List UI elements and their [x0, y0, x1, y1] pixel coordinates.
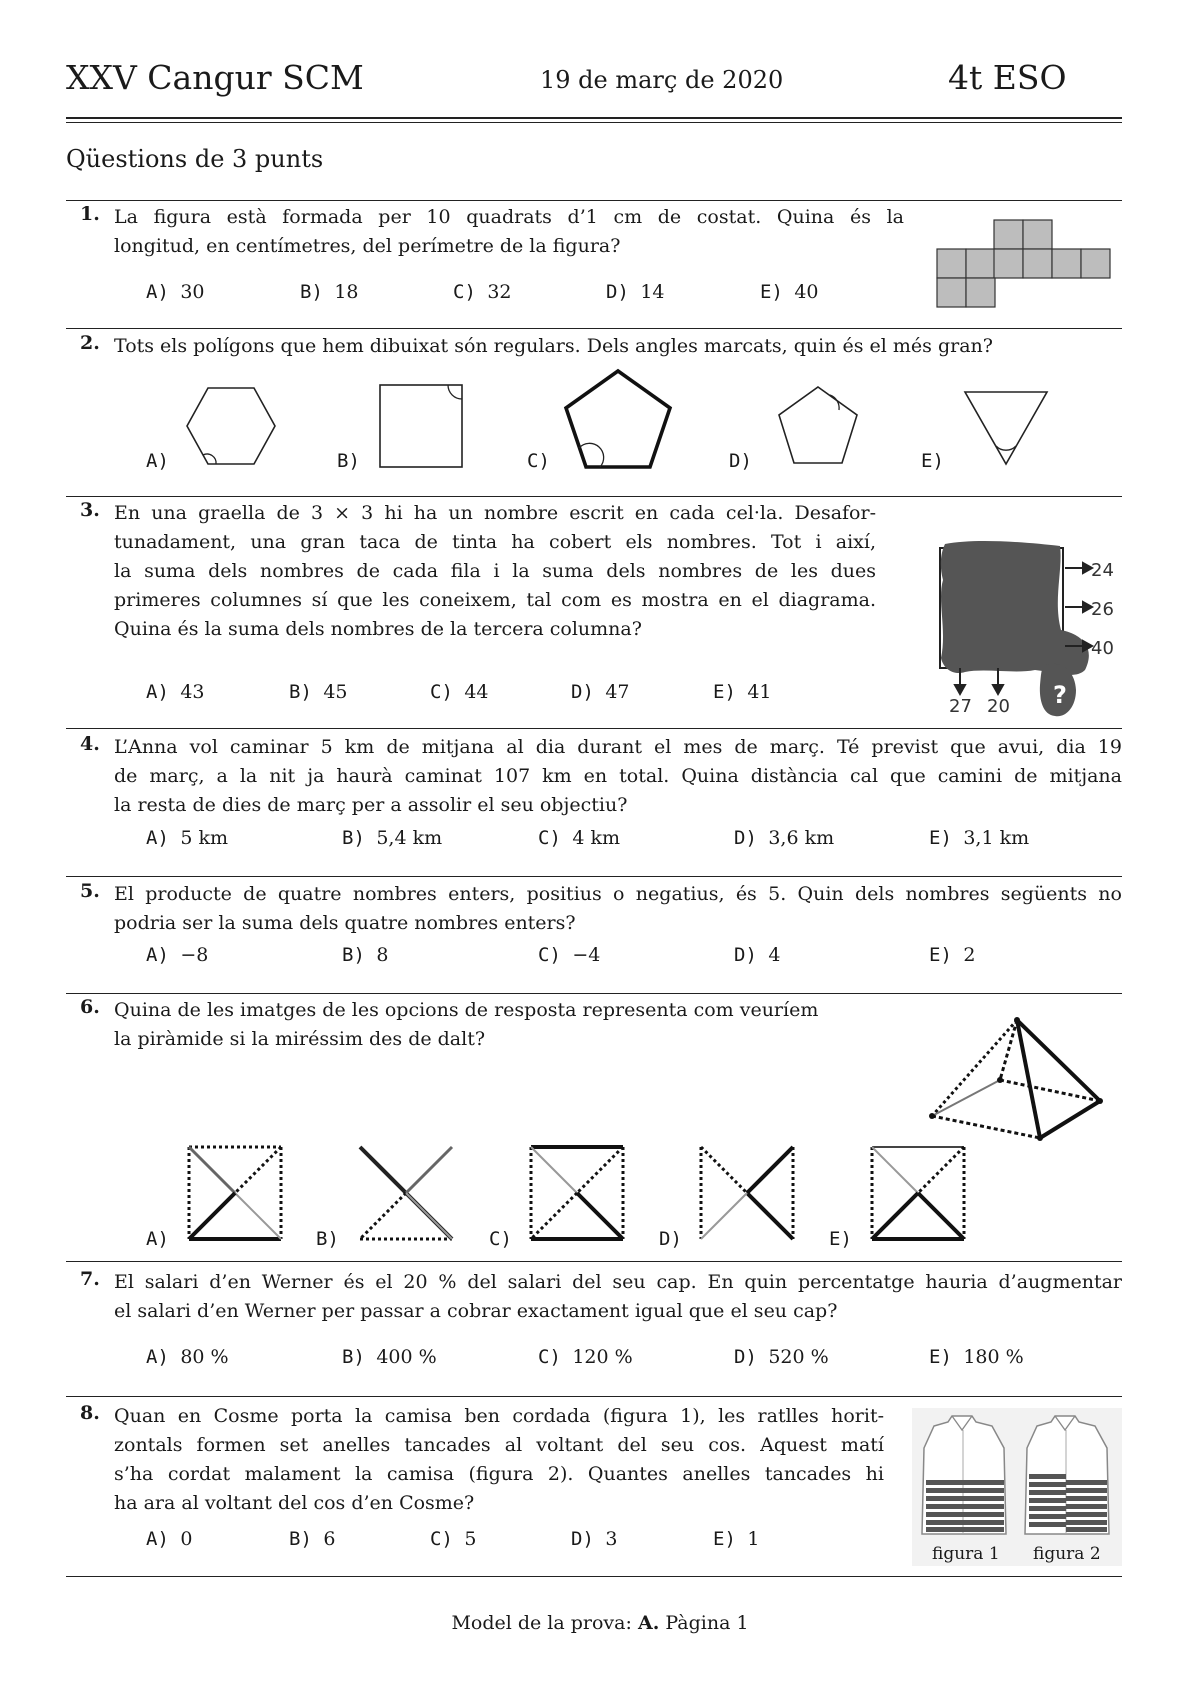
question-4-line: L’Anna vol caminar 5 km de mitjana al dia durant el mes de març. Té previst que avui, dia 19 [114, 736, 1122, 758]
pentagon-bold-figure [563, 368, 673, 470]
option-c[interactable]: C) 4 km [538, 827, 621, 849]
question-1-line: La figura està formada per 10 quadrats d’1 cm de costat. Quina és la [114, 206, 904, 228]
question-7-line: el salari d’en Werner per passar a cobrar exactament igual que el seu cap? [114, 1300, 838, 1322]
option-a[interactable]: A) −8 [146, 944, 209, 966]
top-view-d [697, 1143, 797, 1243]
question-5-line: podria ser la suma dels quatre nombres enters? [114, 912, 576, 934]
hexagon-figure [185, 385, 277, 467]
shirt-1 [922, 1416, 1006, 1534]
question-1-text [114, 203, 904, 261]
option-b[interactable]: B) 400 % [342, 1346, 437, 1368]
option-a[interactable]: A) 30 [146, 281, 205, 303]
question-divider [66, 1261, 1122, 1262]
option-a[interactable]: A) [146, 450, 169, 472]
question-divider [66, 876, 1122, 877]
question-8-text [114, 1402, 884, 1518]
option-d[interactable]: D) 4 [734, 944, 781, 966]
exam-date: 19 de març de 2020 [540, 66, 784, 94]
option-e[interactable]: E) [829, 1228, 852, 1250]
question-divider [66, 328, 1122, 329]
question-8-line: zontals formen set anelles tancades al voltant del seu cos. Aquest matí [114, 1434, 884, 1456]
top-view-a [185, 1143, 285, 1243]
square-figure [378, 383, 464, 469]
question-6-line: la piràmide si la miréssim des de dalt? [114, 1028, 486, 1050]
option-d[interactable]: D) [659, 1228, 682, 1250]
option-e[interactable]: E) 1 [713, 1528, 760, 1550]
pentagon-small-figure [777, 385, 859, 467]
option-e[interactable]: E) 3,1 km [929, 827, 1030, 849]
option-c[interactable]: C) 44 [430, 681, 489, 703]
triangle-figure [963, 390, 1049, 466]
footer-model: A. [637, 1612, 660, 1634]
top-view-e [868, 1143, 968, 1243]
question-5-number: 5. [80, 880, 100, 902]
question-5-line: El producte de quatre nombres enters, positius o negatius, és 5. Quin dels nombres següents no [114, 883, 1122, 905]
question-divider [66, 728, 1122, 729]
question-2-line: Tots els polígons que hem dibuixat són regulars. Dels angles marcats, quin és el més gran? [114, 335, 993, 357]
question-3-line: En una graella de 3 × 3 hi ha un nombre escrit en cada cel·la. Desafor- [114, 502, 876, 524]
option-d[interactable]: D) 14 [606, 281, 665, 303]
squares-figure [935, 218, 1115, 310]
question-6-text [114, 996, 818, 1054]
option-d[interactable]: D) 3 [571, 1528, 618, 1550]
question-3-number: 3. [80, 499, 100, 521]
top-view-c [527, 1143, 627, 1243]
question-3-line: primeres columnes sí que les coneixem, tal com es mostra en el diagrama. [114, 589, 876, 611]
question-3-line: Quina és la suma dels nombres de la tercera columna? [114, 618, 642, 640]
ink-grid-diagram [935, 540, 1120, 720]
page-footer [0, 1612, 1200, 1634]
exam-title: XXV Cangur SCM [66, 58, 364, 97]
question-8-line: s’ha cordat malament la camisa (figura 2). Quantes anelles tancades hi [114, 1463, 884, 1485]
option-c[interactable]: C) 32 [453, 281, 512, 303]
option-c[interactable]: C) 5 [430, 1528, 477, 1550]
question-divider [66, 1576, 1122, 1577]
option-e[interactable]: E) 180 % [929, 1346, 1024, 1368]
question-divider [66, 496, 1122, 497]
option-c[interactable]: C) 120 % [538, 1346, 633, 1368]
question-8-number: 8. [80, 1402, 100, 1424]
question-7-line: El salari d’en Werner és el 20 % del salari del seu cap. En quin percentatge hauria d’augmentar [114, 1271, 1122, 1293]
question-7-number: 7. [80, 1268, 100, 1290]
question-3-line: tunadament, una gran taca de tinta ha cobert els nombres. Tot i així, [114, 531, 876, 553]
header-rule-top [66, 117, 1122, 119]
option-b[interactable]: B) [316, 1228, 339, 1250]
option-b[interactable]: B) 45 [289, 681, 348, 703]
question-7-text [114, 1268, 1122, 1326]
question-2-number: 2. [80, 332, 100, 354]
option-d[interactable]: D) 3,6 km [734, 827, 835, 849]
question-4-number: 4. [80, 733, 100, 755]
option-e[interactable]: E) 2 [929, 944, 976, 966]
option-c[interactable]: C) [489, 1228, 512, 1250]
option-a[interactable]: A) 43 [146, 681, 205, 703]
option-d[interactable]: D) 520 % [734, 1346, 829, 1368]
question-6-number: 6. [80, 996, 100, 1018]
unknown-sum: ? [1053, 681, 1067, 709]
question-1-number: 1. [80, 203, 100, 225]
row-sum-1: 24 [1091, 560, 1114, 581]
pyramid-figure [925, 1015, 1115, 1145]
shirts-figure [912, 1408, 1122, 1566]
footer-prefix: Model de la prova: [451, 1612, 632, 1634]
option-a[interactable]: A) 0 [146, 1528, 193, 1550]
question-4-text [114, 733, 1122, 820]
option-a[interactable]: A) 5 km [146, 827, 229, 849]
figure-2-caption: figura 2 [1033, 1544, 1101, 1564]
question-3-text [114, 499, 876, 644]
col-sum-1: 27 [949, 696, 972, 717]
header-rule-bottom [66, 122, 1122, 123]
question-4-line: de març, a la nit ja haurà caminat 107 km en total. Quina distància cal que camini de mitjana [114, 765, 1122, 787]
question-divider [66, 993, 1122, 994]
option-e[interactable]: E) [921, 450, 944, 472]
question-divider [66, 1396, 1122, 1397]
question-6-line: Quina de les imatges de les opcions de resposta representa com veuríem [114, 999, 819, 1021]
section-title: Qüestions de 3 punts [66, 145, 324, 173]
option-c[interactable]: C) −4 [538, 944, 601, 966]
figure-1-caption: figura 1 [932, 1544, 1000, 1564]
option-b[interactable]: B) [337, 450, 360, 472]
option-b[interactable]: B) 8 [342, 944, 389, 966]
option-b[interactable]: B) 5,4 km [342, 827, 443, 849]
question-2-text [114, 332, 993, 361]
footer-page: Pàgina 1 [665, 1612, 749, 1634]
col-sum-2: 20 [987, 696, 1010, 717]
question-5-text [114, 880, 1122, 938]
option-d[interactable]: D) [729, 450, 752, 472]
row-sum-3: 40 [1091, 638, 1114, 659]
top-view-b [356, 1143, 456, 1243]
option-a[interactable]: A) 80 % [146, 1346, 229, 1368]
option-d[interactable]: D) 47 [571, 681, 630, 703]
question-4-line: la resta de dies de març per a assolir el seu objectiu? [114, 794, 628, 816]
option-a[interactable]: A) [146, 1228, 169, 1250]
question-8-line: ha ara al voltant del cos d’en Cosme? [114, 1492, 475, 1514]
question-1-line: longitud, en centímetres, del perímetre de la figura? [114, 235, 621, 257]
option-c[interactable]: C) [527, 450, 550, 472]
option-e[interactable]: E) 41 [713, 681, 772, 703]
exam-level: 4t ESO [948, 58, 1067, 97]
question-divider [66, 200, 1122, 201]
shirt-2 [1025, 1416, 1109, 1534]
question-8-line: Quan en Cosme porta la camisa ben cordada (figura 1), les ratlles horit- [114, 1405, 884, 1427]
option-e[interactable]: E) 40 [760, 281, 819, 303]
option-b[interactable]: B) 18 [300, 281, 359, 303]
row-sum-2: 26 [1091, 599, 1114, 620]
option-b[interactable]: B) 6 [289, 1528, 336, 1550]
question-3-line: la suma dels nombres de cada fila i la suma dels nombres de les dues [114, 560, 876, 582]
